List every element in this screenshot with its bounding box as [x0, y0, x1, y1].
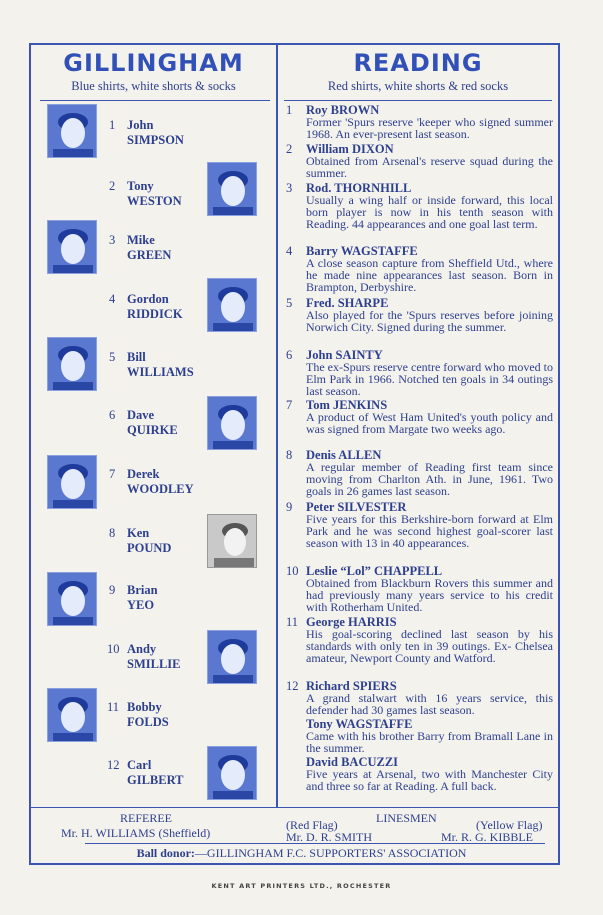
- gill-player-11: [127, 700, 169, 730]
- reading-kit: Red shirts, white shorts & red socks: [327, 79, 509, 93]
- reading-player-6-name: John SAINTY: [306, 348, 383, 362]
- reading-player-8-bio: A regular member of Reading first team since moving from Charlton Ath. in June, 1961. Two goals in 26 games last season.: [306, 460, 553, 499]
- reading-player-4-bio: A close season capture from Sheffield Utd., where he made nine appearances last season. Born in Brampton, Derbyshire.: [306, 256, 553, 295]
- linesman-yellow-name: Mr. R. G. KIBBLE: [441, 830, 534, 844]
- reading-player-6-bio: The ex-Spurs reserve centre forward who moved to Elm Park in 1966. Notched ten goals in 34 outings last season.: [306, 360, 553, 399]
- first-name: Andy: [127, 642, 157, 656]
- first-name: Derek: [127, 467, 160, 481]
- gill-player-6: [127, 408, 178, 438]
- ball-donor-label: Ball donor:: [136, 846, 195, 860]
- gill-player-3-number: 3: [109, 233, 116, 247]
- reading-player-10-number: 10: [286, 564, 299, 578]
- reading-player-13-bio: Came with his brother Barry from Bramall Lane in the summer.: [306, 729, 553, 756]
- reading-player-5-number: 5: [286, 296, 293, 310]
- reading-player-7-name: Tom JENKINS: [306, 398, 388, 412]
- reading-player-14-name: David BACUZZI: [306, 755, 399, 769]
- gill-player-10: [127, 642, 181, 672]
- first-name: John: [127, 118, 154, 132]
- gill-player-4: [127, 292, 183, 322]
- reading-player-11-number: 11: [286, 615, 299, 629]
- reading-player-7-number: 7: [286, 398, 293, 412]
- red-flag-label: (Red Flag): [286, 818, 338, 832]
- reading-player-1-name: Roy BROWN: [306, 103, 380, 117]
- gill-player-7: [127, 467, 194, 497]
- linesman-red-name: Mr. D. R. SMITH: [286, 830, 373, 844]
- first-name: Ken: [127, 526, 150, 540]
- player-photo-1: [47, 104, 97, 158]
- ball-donor: [0, 846, 603, 861]
- reading-player-5-bio: Also played for the 'Spurs reserves before joining Norwich City. Signed during the summer.: [306, 308, 553, 335]
- reading-player-4-number: 4: [286, 244, 293, 258]
- last-name: WILLIAMS: [127, 365, 194, 379]
- gill-player-11-number: 11: [107, 700, 120, 714]
- last-name: SIMPSON: [127, 133, 184, 147]
- referee-label: REFEREE: [120, 811, 173, 825]
- reading-player-12-bio: A grand stalwart with 16 years service, this defender had 30 games last season.: [306, 691, 553, 718]
- reading-player-12-number: 12: [286, 679, 299, 693]
- player-photo-4: [207, 278, 257, 332]
- last-name: RIDDICK: [127, 307, 183, 321]
- linesmen-label: LINESMEN: [376, 811, 437, 825]
- gill-player-7-number: 7: [109, 467, 116, 481]
- reading-player-3-number: 3: [286, 181, 293, 195]
- gillingham-kit: Blue shirts, white shorts & socks: [71, 79, 236, 93]
- reading-player-9-bio: Five years for this Berkshire-born forward at Elm Park and he was second highest goal-scorer last season with 13 in 40 appearances.: [306, 512, 553, 551]
- player-photo-11: [47, 688, 97, 742]
- player-photo-10: [207, 630, 257, 684]
- reading-player-2-name: William DIXON: [306, 142, 394, 156]
- gill-player-9-number: 9: [109, 583, 116, 597]
- reading-player-12-name: Richard SPIERS: [306, 679, 397, 693]
- last-name: GILBERT: [127, 773, 184, 787]
- first-name: Carl: [127, 758, 152, 772]
- reading-player-4-name: Barry WAGSTAFFE: [306, 244, 418, 258]
- last-name: SMILLIE: [127, 657, 181, 671]
- player-photo-6: [207, 396, 257, 450]
- player-photo-8: [207, 514, 257, 568]
- printer-credit: KENT ART PRINTERS LTD., ROCHESTER: [211, 882, 392, 890]
- last-name: GREEN: [127, 248, 172, 262]
- player-photo-12: [207, 746, 257, 800]
- reading-player-3-name: Rod. THORNHILL: [306, 181, 412, 195]
- reading-player-2-number: 2: [286, 142, 293, 156]
- reading-player-6-number: 6: [286, 348, 293, 362]
- reading-player-1-bio: Former 'Spurs reserve 'keeper who signed summer 1968. An ever-present last season.: [306, 115, 553, 142]
- reading-player-5-name: Fred. SHARPE: [306, 296, 389, 310]
- reading-title: READING: [353, 49, 483, 77]
- reading-player-14-bio: Five years at Arsenal, two with Manchester City and three so far at Reading. A full back.: [306, 767, 553, 794]
- gill-player-3: [127, 233, 171, 263]
- last-name: QUIRKE: [127, 423, 178, 437]
- first-name: Dave: [127, 408, 155, 422]
- gill-player-9: [127, 583, 158, 613]
- gill-player-8-number: 8: [109, 526, 116, 540]
- last-name: POUND: [127, 541, 172, 555]
- footer-rule: [31, 807, 558, 808]
- reading-player-13-name: Tony WAGSTAFFE: [306, 717, 413, 731]
- gillingham-title: GILLINGHAM: [63, 49, 244, 77]
- player-photo-3: [47, 220, 97, 274]
- first-name: Bill: [127, 350, 146, 364]
- reading-player-11-name: George HARRIS: [306, 615, 397, 629]
- referee-name: Mr. H. WILLIAMS (Sheffield): [61, 826, 211, 840]
- reading-player-2-bio: Obtained from Arsenal's reserve squad during the summer.: [306, 154, 553, 181]
- reading-header-rule: [284, 100, 552, 101]
- gill-player-8: [127, 526, 171, 556]
- player-photo-5: [47, 337, 97, 391]
- player-photo-2: [207, 162, 257, 216]
- first-name: Bobby: [127, 700, 162, 714]
- first-name: Tony: [127, 179, 154, 193]
- reading-player-8-name: Denis ALLEN: [306, 448, 382, 462]
- last-name: FOLDS: [127, 715, 169, 729]
- player-photo-9: [47, 572, 97, 626]
- gill-player-2: [127, 179, 182, 209]
- reading-player-9-name: Peter SILVESTER: [306, 500, 407, 514]
- column-divider: [276, 45, 278, 807]
- player-photo-7: [47, 455, 97, 509]
- gill-player-1: [127, 118, 184, 148]
- gill-player-5: [127, 350, 194, 380]
- reading-player-8-number: 8: [286, 448, 293, 462]
- first-name: Gordon: [127, 292, 169, 306]
- gill-player-6-number: 6: [109, 408, 116, 422]
- gill-player-10-number: 10: [107, 642, 120, 656]
- gill-player-12-number: 12: [107, 758, 120, 772]
- last-name: YEO: [127, 598, 155, 612]
- first-name: Mike: [127, 233, 155, 247]
- reading-player-1-number: 1: [286, 103, 293, 117]
- last-name: WESTON: [127, 194, 182, 208]
- yellow-flag-label: (Yellow Flag): [476, 818, 543, 832]
- reading-player-10-name: Leslie “Lol” CHAPPELL: [306, 564, 443, 578]
- first-name: Brian: [127, 583, 158, 597]
- gill-player-2-number: 2: [109, 179, 116, 193]
- reading-player-3-bio: Usually a wing half or inside forward, this local born player is now in his tenth season with Reading. 44 appearances and one goal last term.: [306, 193, 553, 232]
- reading-player-11-bio: His goal-scoring declined last season by his standards with only ten in 39 outings. Ex- Chelsea amateur, Newport County and Watford.: [306, 627, 553, 666]
- reading-player-7-bio: A product of West Ham United's youth policy and was signed from Margate two weeks ago.: [306, 410, 553, 437]
- reading-player-10-bio: Obtained from Blackburn Rovers this summer and had previously many years service to his credit with Rotherham United.: [306, 576, 553, 615]
- gill-player-5-number: 5: [109, 350, 116, 364]
- reading-player-9-number: 9: [286, 500, 293, 514]
- ball-donor-name: —GILLINGHAM F.C. SUPPORTERS' ASSOCIATION: [194, 846, 467, 860]
- last-name: WOODLEY: [127, 482, 194, 496]
- gill-player-12: [127, 758, 184, 788]
- gill-player-4-number: 4: [109, 292, 116, 306]
- gillingham-header-rule: [40, 100, 270, 101]
- gill-player-1-number: 1: [109, 118, 116, 132]
